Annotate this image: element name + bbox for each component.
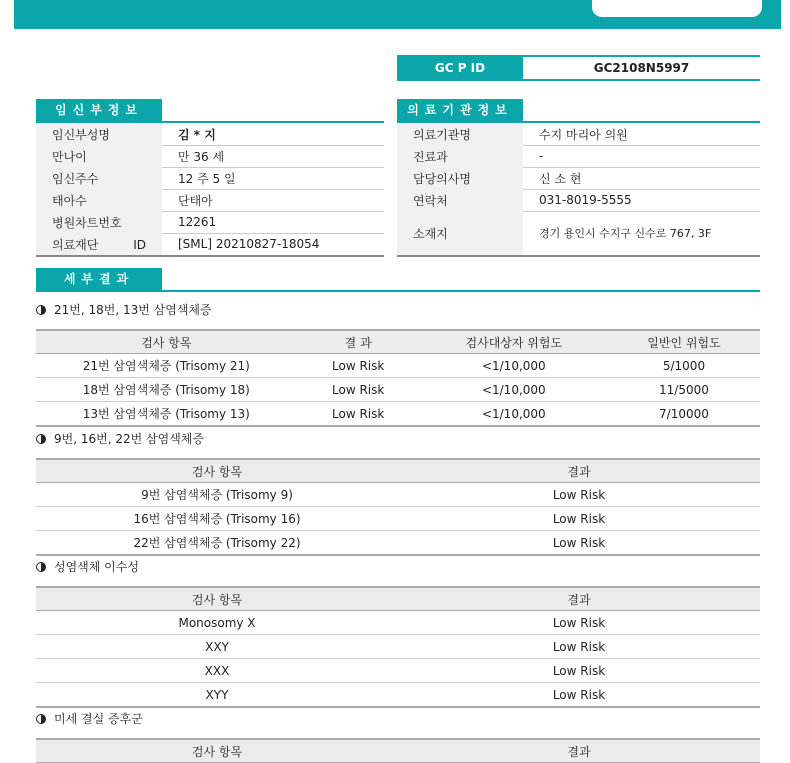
table-row [36, 659, 760, 683]
table-row [36, 483, 760, 507]
header-tab [592, 0, 762, 17]
gcp-id-value: GC2108N5997 [593, 61, 690, 75]
detail-results-rule [36, 290, 760, 292]
column-header: 검사 항목 [36, 459, 398, 483]
table-cell: 9번 삼염색체증 (Trisomy 9) [36, 483, 398, 507]
info-value: 만 36 세 [178, 149, 225, 164]
table-cell: 22번 삼염색체증 (Trisomy 22) [36, 531, 398, 556]
table-row [36, 531, 760, 556]
section-title-text: 21번, 18번, 13번 삼염색체증 [54, 303, 212, 317]
table-cell: 21번 삼염색체증 (Trisomy 21) [36, 354, 297, 378]
table-row [36, 683, 760, 708]
column-header: 검사 항목 [36, 739, 398, 763]
table-cell: Low Risk [398, 507, 760, 531]
info-key: 의료기관명 [397, 123, 523, 145]
table-cell: XXY [36, 635, 398, 659]
column-header: 결 과 [297, 330, 420, 354]
table-cell: Low Risk [398, 483, 760, 507]
table-cell: 11/5000 [608, 378, 760, 402]
institution-info-title: 의료기관정보 [397, 99, 523, 121]
column-header: 결과 [398, 739, 760, 763]
info-value: [SML] 20210827-18054 [178, 237, 320, 251]
table-cell: <1/10,000 [420, 378, 608, 402]
info-value: 단태아 [178, 193, 213, 208]
table-cell: <1/10,000 [420, 402, 608, 427]
section-title [36, 710, 143, 727]
institution-info-table [397, 123, 760, 257]
info-key: 만나이 [36, 145, 162, 167]
half-circle-icon [36, 562, 46, 572]
pregnancy-info-title: 임신부정보 [36, 99, 162, 121]
result-table [36, 329, 760, 427]
info-key: 소재지 [397, 211, 523, 255]
section-title-text: 성염색체 이수성 [54, 560, 139, 574]
half-circle-icon [36, 305, 46, 315]
table-cell: Low Risk [398, 659, 760, 683]
table-cell: Low Risk [398, 531, 760, 556]
info-value: 김 * 지 [178, 127, 216, 142]
info-key: 태아수 [36, 189, 162, 211]
column-header: 결과 [398, 459, 760, 483]
info-key: 임신주수 [36, 167, 162, 189]
table-row [36, 635, 760, 659]
column-header: 검사대상자 위험도 [420, 330, 608, 354]
info-key: 연락처 [397, 189, 523, 211]
info-value: 12261 [178, 215, 217, 229]
table-cell: Low Risk [297, 402, 420, 427]
header-bar [14, 0, 781, 29]
table-row [36, 378, 760, 402]
half-circle-icon [36, 434, 46, 444]
table-row [36, 402, 760, 427]
info-row [397, 167, 760, 190]
half-circle-icon [36, 714, 46, 724]
info-row [397, 211, 760, 255]
table-cell: <1/10,000 [420, 354, 608, 378]
section-title-text: 9번, 16번, 22번 삼염색체증 [54, 432, 204, 446]
table-cell: 7/10000 [608, 402, 760, 427]
column-header: 검사 항목 [36, 587, 398, 611]
info-key: 의료재단 ID [36, 233, 162, 255]
gcp-id-box [397, 55, 760, 81]
info-row [397, 145, 760, 168]
gcp-id-label: GC P ID [397, 57, 523, 79]
result-table [36, 586, 760, 708]
table-cell: Low Risk [297, 354, 420, 378]
table-cell: Low Risk [398, 683, 760, 708]
section-title-text: 미세 결실 증후군 [54, 712, 143, 726]
info-value: 경기 용인시 수지구 신수로 767, 3F [539, 227, 712, 240]
table-row [36, 507, 760, 531]
info-key: 임신부성명 [36, 123, 162, 145]
detail-results-title: 세부결과 [36, 268, 162, 290]
column-header: 결과 [398, 587, 760, 611]
table-cell: 16번 삼염색체증 (Trisomy 16) [36, 507, 398, 531]
info-key: 담당의사명 [397, 167, 523, 189]
info-row [397, 123, 760, 146]
info-row [36, 145, 384, 168]
table-row [36, 611, 760, 635]
result-table [36, 738, 760, 763]
column-header: 검사 항목 [36, 330, 297, 354]
info-row [36, 167, 384, 190]
info-row [36, 189, 384, 212]
info-value: 수지 마리아 의원 [539, 127, 628, 142]
table-cell: 5/1000 [608, 354, 760, 378]
table-cell: 18번 삼염색체증 (Trisomy 18) [36, 378, 297, 402]
table-cell: Low Risk [398, 611, 760, 635]
table-cell: 13번 삼염색체증 (Trisomy 13) [36, 402, 297, 427]
info-row [36, 211, 384, 234]
info-key: 병원차트번호 [36, 211, 162, 233]
info-row [397, 189, 760, 212]
info-key: 진료과 [397, 145, 523, 167]
table-cell: XXX [36, 659, 398, 683]
section-title [36, 430, 204, 447]
pregnancy-info-table [36, 123, 384, 257]
info-value: 031-8019-5555 [539, 193, 632, 207]
table-cell: Monosomy X [36, 611, 398, 635]
section-title [36, 301, 212, 318]
column-header: 일반인 위험도 [608, 330, 760, 354]
section-title [36, 558, 139, 575]
info-value: 신 소 현 [539, 171, 582, 186]
info-row [36, 123, 384, 146]
info-value: 12 주 5 일 [178, 171, 236, 186]
table-cell: XYY [36, 683, 398, 708]
result-table [36, 458, 760, 556]
table-cell: Low Risk [398, 635, 760, 659]
info-row [36, 233, 384, 255]
table-row [36, 354, 760, 378]
info-value: - [539, 149, 544, 163]
table-cell: Low Risk [297, 378, 420, 402]
